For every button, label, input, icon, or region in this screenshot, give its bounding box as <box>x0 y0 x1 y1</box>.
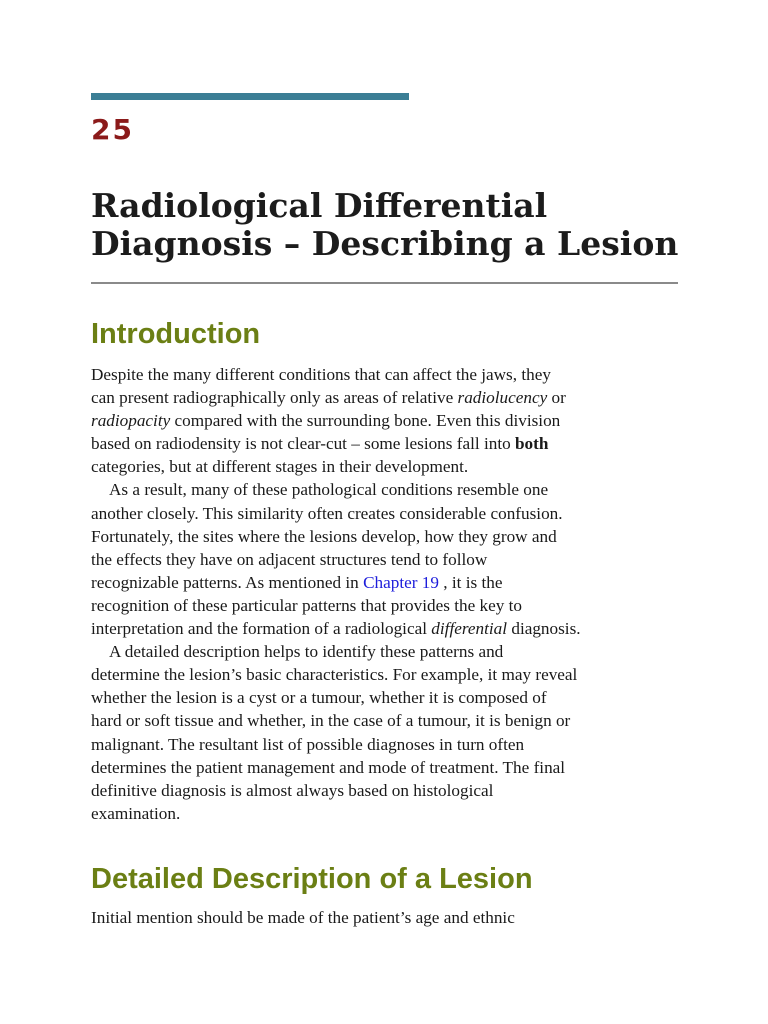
text-line: the effects they have on adjacent structures tend to follow <box>91 549 488 569</box>
detailed-description-body <box>91 906 691 929</box>
text-line: recognition of these particular patterns that provides the key to <box>91 595 522 615</box>
text-line: interpretation and the formation of a radiological differential diagnosis. <box>91 619 581 639</box>
text-line: whether the lesion is a cyst or a tumour, whether it is composed of <box>91 688 547 708</box>
chapter-accent-bar <box>91 93 409 100</box>
text-line: As a result, many of these pathological conditions resemble one <box>109 480 549 500</box>
text-line: definitive diagnosis is almost always based on histological <box>91 780 494 800</box>
text-line: hard or soft tissue and whether, in the case of a tumour, it is benign or <box>91 711 571 731</box>
text-line: malignant. The resultant list of possible diagnoses in turn often <box>91 734 525 754</box>
text-line: radiopacity compared with the surrounding bone. Even this division <box>91 411 561 431</box>
text-line: determine the lesion’s basic characteristics. For example, it may reveal <box>91 665 578 685</box>
section-heading-introduction: Introduction <box>91 318 261 350</box>
text-line: determines the patient management and mode of treatment. The final <box>91 757 566 777</box>
text-line: can present radiographically only as areas of relative radiolucency or <box>91 388 566 408</box>
chapter-number: 25 <box>91 113 134 146</box>
text-line: Fortunately, the sites where the lesions develop, how they grow and <box>91 526 557 546</box>
chapter-19-link[interactable]: Chapter 19 <box>363 572 439 592</box>
text-line: recognizable patterns. As mentioned in Chapter 19 , it is the <box>91 572 503 592</box>
text-line: categories, but at different stages in their development. <box>91 457 469 477</box>
chapter-title <box>91 187 691 263</box>
text-line: based on radiodensity is not clear-cut – some lesions fall into both <box>91 434 549 454</box>
chapter-title-line-2: Diagnosis – Describing a Lesion <box>91 224 679 263</box>
chapter-title-line-1: Radiological Differential <box>91 186 548 225</box>
section-heading-detailed-description: Detailed Description of a Lesion <box>91 863 533 895</box>
text-line: Despite the many different conditions that can affect the jaws, they <box>91 365 551 384</box>
text-line: Initial mention should be made of the patient’s age and ethnic <box>91 908 515 927</box>
text-line: another closely. This similarity often creates considerable confusion. <box>91 503 563 523</box>
title-divider <box>91 282 678 284</box>
introduction-body <box>91 363 691 825</box>
text-line: A detailed description helps to identify these patterns and <box>109 642 504 662</box>
text-line: examination. <box>91 803 181 823</box>
